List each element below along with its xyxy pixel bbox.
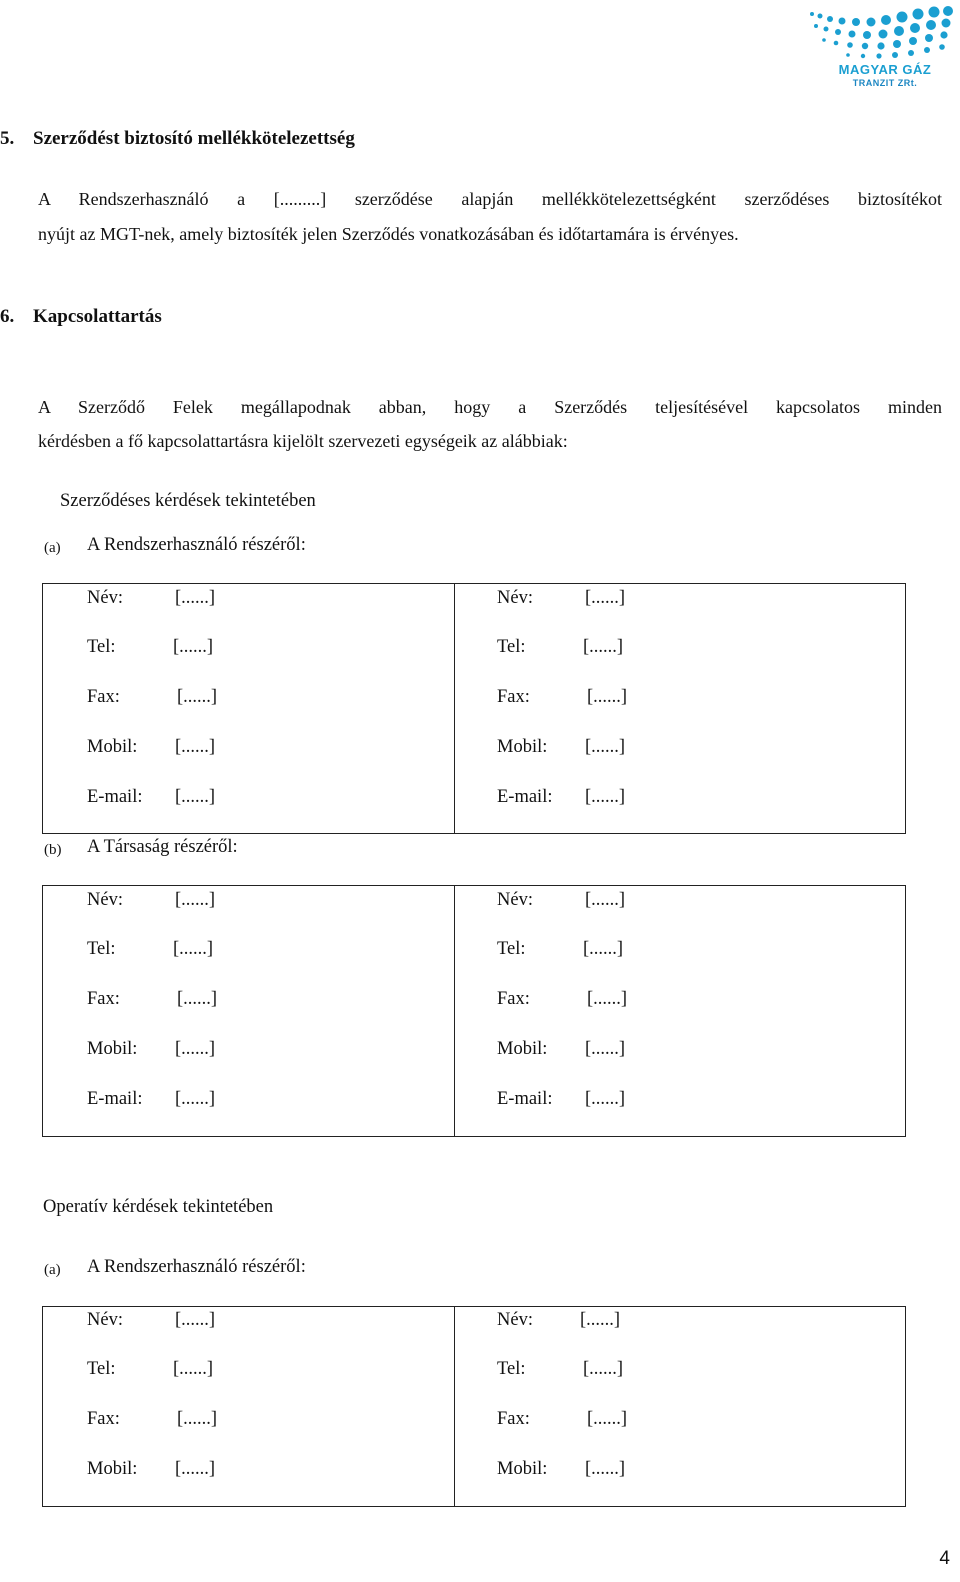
contact-mobil-row — [497, 1039, 626, 1060]
contract-b-label: A Társaság részéről: — [87, 837, 238, 857]
contact-tel-row — [87, 637, 214, 658]
name-label: Név: — [497, 1310, 533, 1330]
section-5-number: 5. — [0, 128, 15, 149]
contact-name-row — [497, 890, 626, 911]
name-label: Név: — [87, 588, 123, 608]
section-5-title: Szerződést biztosító mellékkötelezettség — [33, 128, 355, 149]
contact-email-row — [87, 1089, 216, 1110]
tel-label: Tel: — [497, 939, 526, 959]
operative-questions-title: Operatív kérdések tekintetében — [43, 1197, 274, 1217]
fax-value: [......] — [177, 989, 218, 1009]
email-value: [......] — [175, 787, 216, 807]
contact-tel-row — [87, 939, 214, 960]
contact-mobil-row — [497, 1459, 626, 1480]
mobil-label: Mobil: — [497, 737, 548, 757]
contact-name-row — [87, 890, 216, 911]
contact-tel-row — [497, 1359, 624, 1380]
fax-label: Fax: — [87, 687, 120, 707]
tel-value: [......] — [583, 637, 624, 657]
fax-label: Fax: — [497, 989, 530, 1009]
mobil-value: [......] — [585, 1459, 626, 1479]
section-6-line-1: A Szerződő Felek megállapodnak abban, hogy a Szerződés teljesítésével kapcsolatos minden — [38, 397, 942, 417]
mobil-value: [......] — [585, 737, 626, 757]
contact-tel-row — [497, 939, 624, 960]
name-label: Név: — [87, 890, 123, 910]
logo-text-primary: MAGYAR GÁZ — [838, 62, 932, 77]
name-value: [......] — [585, 890, 626, 910]
contact-name-row — [87, 1310, 216, 1331]
contact-mobil-row — [87, 1039, 216, 1060]
contract-a-marker: (a) — [44, 540, 61, 556]
fax-label: Fax: — [87, 989, 120, 1009]
name-label: Név: — [497, 588, 533, 608]
name-label: Név: — [497, 890, 533, 910]
contact-tel-row — [497, 637, 624, 658]
contract-b-marker: (b) — [44, 842, 62, 858]
company-logo — [806, 4, 956, 94]
fax-value: [......] — [177, 687, 218, 707]
mobil-value: [......] — [175, 1039, 216, 1059]
tel-value: [......] — [583, 1359, 624, 1379]
contact-name-row — [497, 588, 626, 609]
fax-value: [......] — [587, 1409, 628, 1429]
fax-label: Fax: — [87, 1409, 120, 1429]
mobil-value: [......] — [585, 1039, 626, 1059]
contact-table-user-contract — [42, 583, 906, 834]
column-divider — [454, 886, 455, 1136]
tel-value: [......] — [583, 939, 624, 959]
tel-value: [......] — [173, 1359, 214, 1379]
tel-value: [......] — [173, 637, 214, 657]
contact-fax-row — [87, 1409, 218, 1430]
mobil-label: Mobil: — [497, 1459, 548, 1479]
mobil-label: Mobil: — [497, 1039, 548, 1059]
contact-fax-row — [497, 989, 628, 1010]
name-value: [......] — [585, 588, 626, 608]
tel-label: Tel: — [497, 1359, 526, 1379]
fax-label: Fax: — [497, 687, 530, 707]
name-value: [......] — [175, 890, 216, 910]
tel-value: [......] — [173, 939, 214, 959]
tel-label: Tel: — [87, 637, 116, 657]
contact-email-row — [497, 1089, 626, 1110]
contact-tel-row — [87, 1359, 214, 1380]
section-5-line-1: A Rendszerhasználó a [.........] szerződése alapján mellékkötelezettségként szerződéses biztosítékot — [38, 189, 942, 209]
email-label: E-mail: — [497, 1089, 553, 1109]
operative-a-label: A Rendszerhasználó részéről: — [87, 1257, 306, 1277]
fax-label: Fax: — [497, 1409, 530, 1429]
email-label: E-mail: — [497, 787, 553, 807]
fax-value: [......] — [587, 687, 628, 707]
logo-text-secondary: TRANZIT ZRt. — [852, 78, 918, 88]
fax-value: [......] — [587, 989, 628, 1009]
contact-fax-row — [87, 989, 218, 1010]
mobil-label: Mobil: — [87, 737, 138, 757]
contact-mobil-row — [87, 737, 216, 758]
email-label: E-mail: — [87, 1089, 143, 1109]
email-label: E-mail: — [87, 787, 143, 807]
section-6-number: 6. — [0, 306, 15, 327]
tel-label: Tel: — [87, 1359, 116, 1379]
contact-email-row — [87, 787, 216, 808]
contact-name-row — [497, 1310, 621, 1331]
contact-table-user-operative — [42, 1306, 906, 1507]
page-number: 4 — [939, 1548, 950, 1569]
section-5-line-2: nyújt az MGT-nek, amely biztosíték jelen Szerződés vonatkozásában és időtartamára is érvényes. — [38, 224, 739, 244]
contact-mobil-row — [497, 737, 626, 758]
contact-mobil-row — [87, 1459, 216, 1480]
contact-fax-row — [497, 687, 628, 708]
name-value: [......] — [580, 1310, 621, 1330]
fax-value: [......] — [177, 1409, 218, 1429]
contact-table-company-contract — [42, 885, 906, 1137]
mobil-label: Mobil: — [87, 1039, 138, 1059]
email-value: [......] — [585, 787, 626, 807]
name-value: [......] — [175, 1310, 216, 1330]
logo-dots-icon — [806, 4, 956, 62]
email-value: [......] — [175, 1089, 216, 1109]
email-value: [......] — [585, 1089, 626, 1109]
section-6-line-2: kérdésben a fő kapcsolattartásra kijelölt szervezeti egységeik az alábbiak: — [38, 431, 568, 451]
name-label: Név: — [87, 1310, 123, 1330]
section-6-title: Kapcsolattartás — [33, 306, 162, 327]
column-divider — [454, 1307, 455, 1506]
mobil-value: [......] — [175, 737, 216, 757]
tel-label: Tel: — [497, 637, 526, 657]
mobil-label: Mobil: — [87, 1459, 138, 1479]
contact-fax-row — [497, 1409, 628, 1430]
contact-fax-row — [87, 687, 218, 708]
tel-label: Tel: — [87, 939, 116, 959]
contact-name-row — [87, 588, 216, 609]
contract-questions-title: Szerződéses kérdések tekintetében — [60, 491, 316, 511]
contract-a-label: A Rendszerhasználó részéről: — [87, 535, 306, 555]
mobil-value: [......] — [175, 1459, 216, 1479]
operative-a-marker: (a) — [44, 1262, 61, 1278]
name-value: [......] — [175, 588, 216, 608]
column-divider — [454, 584, 455, 833]
contact-email-row — [497, 787, 626, 808]
